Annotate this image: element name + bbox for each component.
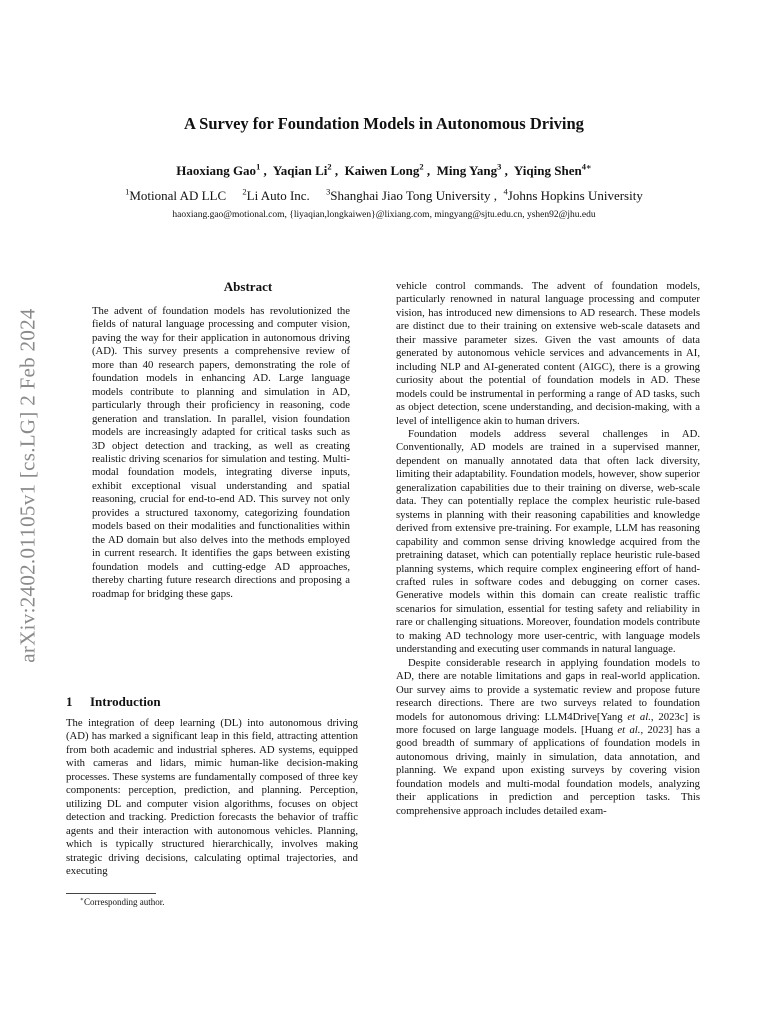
affiliation-mark: 1 [125,186,130,197]
paragraph-text: Despite considerable research in applying foundation models to AD, there are notable limitations and gaps in real-world application. Our survey aims to provide a systematic review and propose future research directions. There are two surveys related to foundation models for autonomous driving: LLM4Drive[Yang [396,656,700,723]
author-mark: 4∗ [581,161,592,172]
abstract-heading: Abstract [223,279,273,294]
paragraph-text: , 2023c] is more focused on large language models. [Huang [396,710,700,736]
author-mark: 2 [419,161,424,172]
affiliation-mark: 4 [503,186,508,197]
footnote [80,897,164,907]
affiliation-name: Johns Hopkins University [507,188,643,203]
paragraph-text: , 2023] has a good breadth of summary of applications of foundation models in autonomous driving, mainly in simulation, data annotation, and planning. We expand upon existing surveys by covering vision foundation models and multi-modal foundation models, analyzing their applications in prediction and perception tasks. This comprehensive approach includes detailed exam- [396,723,700,817]
author-mark: 3 [497,161,502,172]
author-name: Haoxiang Gao [176,163,257,178]
abstract-paragraph: The advent of foundation models has revolutionized the fields of natural language processing and computer vision, paving the way for their application in autonomous driving (AD). This survey presents a comprehensive review of more than 40 research papers, demonstrating the role of foundation models in enhancing AD. Large language models contribute to planning and simulation in AD, particularly through their proficiency in reasoning, code generation and translation. In parallel, vision foundation models are increasingly adapted for critical tasks such as 3D object detection and tracking, as well as creating realistic driving scenarios for simulation and testing. Multi-modal foundation models, integrating diverse inputs, exhibit exceptional visual understanding and spatial reasoning, crucial for end-to-end AD. This survey not only provides a structured taxonomy, categorizing foundation models based on their modalities and functionalities within the AD domain but also delves into the methods employed in current research. It identifies the gaps between existing foundation models and cutting-edge AD approaches, thereby charting future research directions and proposing a roadmap for bridging these gaps. [92,305,350,600]
citation-etal: et al. [617,723,641,736]
abstract-body [92,305,350,601]
author-name: Yaqian Li [272,163,328,178]
body-paragraph: vehicle control commands. The advent of foundation models, particularly renowned in natural language processing and computer vision, has introduced new dimensions to AD research. These models are distinct due to their training on extensive web-scale datasets and their massive parameter sizes. Given the vast amounts of data generated by autonomous vehicle services and advancements in AI, including NLP and AI-generated content (AIGC), there is a growing curiosity about the potential of foundation models in AD. These models could be instrumental in performing a range of AD tasks, such as object detection, scene understanding, and decision-making, with a level of intelligence akin to human drivers. [396,280,700,427]
affiliation-name: Shanghai Jiao Tong University , [330,188,498,203]
affiliation-name: Motional AD LLC [129,188,227,203]
affiliation-mark: 3 [326,186,331,197]
introduction-body [66,717,358,878]
footnote-text: Corresponding author. [83,897,165,907]
author-mark: 1 [256,161,261,172]
right-column-body [396,280,700,818]
section-heading-introduction [66,694,161,710]
section-title: Introduction [90,694,161,709]
affiliation-mark: 2 [242,186,247,197]
footnote-mark: ∗ [80,897,84,903]
footnote-rule [66,893,156,894]
body-paragraph: Foundation models address several challenges in AD. Conventionally, AD models are trained in a supervised manner, dependent on manually annotated data that often lack diversity, limiting their adaptability. Foundation models, however, show superior generalization capabilities due to their training on diverse, web-scale data. They can potentially replace the complex heuristic rule-based systems in planning with their reasoning capabilities and knowledge derived from extensive pre-training. For example, LLM has reasoning capability and common sense driving knowledge acquired from the pretraining dataset, which can potentially replace heuristic rule-based planning systems, which require complex engineering effort of hand-crafted rules in software codes and debugging on corner cases. Generative models within this domain can create realistic traffic scenarios for simulation, essential for testing safety and reliability in rare or challenging situations. Moreover, foundation models contribute to making AD technology more user-centric, with language models understanding and executing user commands in natural language. [396,427,700,656]
author-name: Yiqing Shen [513,163,582,178]
arxiv-stamp [10,235,46,735]
author-name: Ming Yang [436,163,498,178]
author-name: Kaiwen Long [344,163,420,178]
affiliation-list [0,188,768,204]
author-emails: haoxiang.gao@motional.com, {liyaqian,longkaiwen}@lixiang.com, mingyang@sjtu.edu.cn, yshen92@jhu.edu [172,210,596,220]
affiliation-name: Li Auto Inc. [246,188,310,203]
author-list: Haoxiang Gao$^1$ , Yaqian Li$^2$ , Kaiwen Long$^2$ , Ming Yang$^3$ , Yiqing Shen$^{4∗}$ [176,161,592,178]
citation-etal: et al. [627,710,651,723]
arxiv-stamp-text: arXiv:2402.01105v1 [cs.LG] 2 Feb 2024 [15,307,40,663]
body-paragraph [396,657,700,818]
author-mark: 2 [327,161,332,172]
section-number: 1 [66,694,73,709]
intro-paragraph: The integration of deep learning (DL) into autonomous driving (AD) has marked a significant leap in this field, attracting attention from both academic and industrial spheres. AD systems, equipped with cameras and lidars, mimic human-like decision-making processes. These systems are fundamentally composed of three key components: perception, prediction, and planning. Perception, utilizing DL and computer vision algorithms, focuses on object detection and tracking. Prediction forecasts the behavior of traffic agents and their interaction with autonomous vehicles. Planning, which is typically structured hierarchically, involves making strategic driving decisions, calculating optimal trajectories, and executing [66,717,358,877]
paper-title: A Survey for Foundation Models in Autonomous Driving [184,114,584,133]
